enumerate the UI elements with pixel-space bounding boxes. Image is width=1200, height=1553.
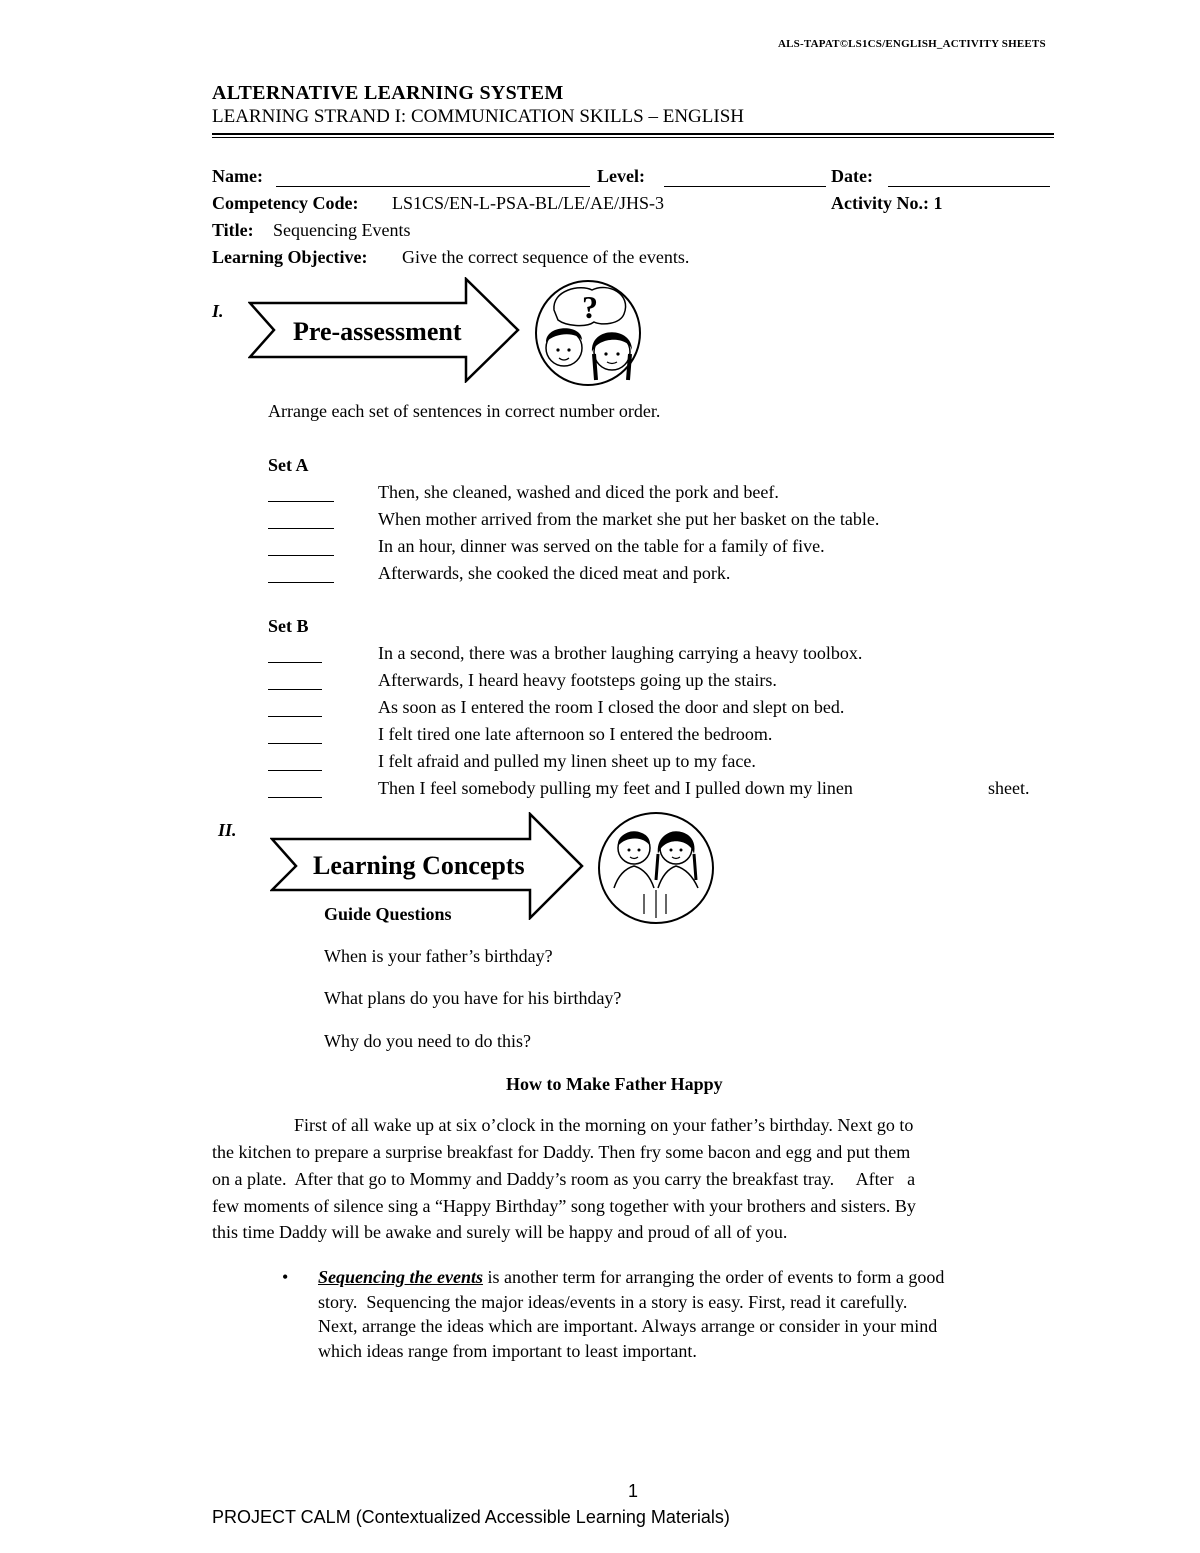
answer-blank[interactable] bbox=[268, 582, 334, 583]
story-title: How to Make Father Happy bbox=[506, 1074, 723, 1094]
answer-blank[interactable] bbox=[268, 770, 322, 771]
objective-value: Give the correct sequence of the events. bbox=[402, 247, 690, 267]
two-children-icon bbox=[596, 810, 716, 926]
set-b-label: Set B bbox=[268, 616, 309, 636]
guide-question: What plans do you have for his birthday? bbox=[324, 988, 622, 1008]
svg-text:?: ? bbox=[582, 289, 598, 325]
bullet-line-first bbox=[318, 1267, 944, 1288]
bullet-text: story. Sequencing the major ideas/events in a story is easy. First, read it carefully. bbox=[318, 1292, 908, 1312]
header-code: ALS-TAPAT©LS1CS/ENGLISH_ACTIVITY SHEETS bbox=[778, 38, 1046, 50]
level-field[interactable] bbox=[664, 186, 826, 187]
bullet-dot: • bbox=[282, 1267, 289, 1287]
list-item: As soon as I entered the room I closed the door and slept on bed. bbox=[378, 697, 845, 717]
bullet-term: Sequencing the events bbox=[318, 1267, 483, 1287]
learning-concepts-label: Learning Concepts bbox=[313, 851, 525, 880]
activity-number: Activity No.: 1 bbox=[831, 193, 943, 213]
title-value: Sequencing Events bbox=[273, 220, 411, 240]
footer-text: PROJECT CALM (Contextualized Accessible Learning Materials) bbox=[212, 1507, 730, 1527]
answer-blank[interactable] bbox=[268, 797, 322, 798]
page-number: 1 bbox=[628, 1481, 639, 1501]
section-one-numeral: I. bbox=[212, 301, 224, 321]
title-rule-thin bbox=[212, 137, 1054, 138]
section-two-numeral: II. bbox=[218, 820, 237, 840]
bullet-text: which ideas range from important to least important. bbox=[318, 1341, 697, 1361]
story-line: few moments of silence sing a “Happy Birthday” song together with your brothers and sisters. By bbox=[212, 1196, 916, 1216]
pre-assessment-instruction: Arrange each set of sentences in correct number order. bbox=[268, 401, 661, 421]
guide-questions-label: Guide Questions bbox=[324, 904, 452, 924]
document-title: ALTERNATIVE LEARNING SYSTEM bbox=[212, 82, 564, 104]
competency-label: Competency Code: bbox=[212, 193, 359, 213]
list-item: In a second, there was a brother laughing carrying a heavy toolbox. bbox=[378, 643, 863, 663]
answer-blank[interactable] bbox=[268, 716, 322, 717]
thinking-children-icon bbox=[532, 280, 644, 386]
set-a-label: Set A bbox=[268, 455, 309, 475]
answer-blank[interactable] bbox=[268, 662, 322, 663]
list-item: In an hour, dinner was served on the table for a family of five. bbox=[378, 536, 825, 556]
date-label: Date: bbox=[831, 166, 873, 186]
answer-blank[interactable] bbox=[268, 689, 322, 690]
list-item: When mother arrived from the market she put her basket on the table. bbox=[378, 509, 880, 529]
answer-blank[interactable] bbox=[268, 555, 334, 556]
list-item: Afterwards, I heard heavy footsteps going up the stairs. bbox=[378, 670, 777, 690]
answer-blank[interactable] bbox=[268, 528, 334, 529]
name-label: Name: bbox=[212, 166, 263, 186]
title-label: Title: bbox=[212, 220, 254, 240]
list-item: I felt afraid and pulled my linen sheet up to my face. bbox=[378, 751, 756, 771]
pre-assessment-banner bbox=[248, 277, 522, 383]
pre-assessment-label: Pre-assessment bbox=[293, 317, 462, 346]
answer-blank[interactable] bbox=[268, 743, 322, 744]
bullet-text: is another term for arranging the order of events to form a good bbox=[483, 1267, 945, 1287]
list-item: Then, she cleaned, washed and diced the pork and beef. bbox=[378, 482, 779, 502]
bullet-text: Next, arrange the ideas which are important. Always arrange or consider in your mind bbox=[318, 1316, 938, 1336]
list-item-tail: sheet. bbox=[988, 778, 1030, 798]
competency-value: LS1CS/EN-L-PSA-BL/LE/AE/JHS-3 bbox=[392, 193, 665, 213]
story-line: this time Daddy will be awake and surely will be happy and proud of all of you. bbox=[212, 1222, 788, 1242]
learning-strand-title: LEARNING STRAND I: COMMUNICATION SKILLS – ENGLISH bbox=[212, 106, 744, 127]
answer-blank[interactable] bbox=[268, 501, 334, 502]
list-item: Then I feel somebody pulling my feet and I pulled down my linen bbox=[378, 778, 853, 798]
date-field[interactable] bbox=[888, 186, 1050, 187]
objective-label: Learning Objective: bbox=[212, 247, 368, 267]
level-label: Level: bbox=[597, 166, 645, 186]
name-field[interactable] bbox=[276, 186, 590, 187]
story-line: the kitchen to prepare a surprise breakfast for Daddy. Then fry some bacon and egg and put them bbox=[212, 1142, 911, 1162]
list-item: I felt tired one late afternoon so I entered the bedroom. bbox=[378, 724, 773, 744]
list-item: Afterwards, she cooked the diced meat and pork. bbox=[378, 563, 731, 583]
story-line: First of all wake up at six o’clock in the morning on your father’s birthday. Next go to bbox=[294, 1115, 914, 1135]
guide-question: Why do you need to do this? bbox=[324, 1031, 531, 1051]
story-line: on a plate. After that go to Mommy and Daddy’s room as you carry the breakfast tray. After a bbox=[212, 1169, 916, 1189]
title-rule bbox=[212, 133, 1054, 135]
guide-question: When is your father’s birthday? bbox=[324, 946, 553, 966]
